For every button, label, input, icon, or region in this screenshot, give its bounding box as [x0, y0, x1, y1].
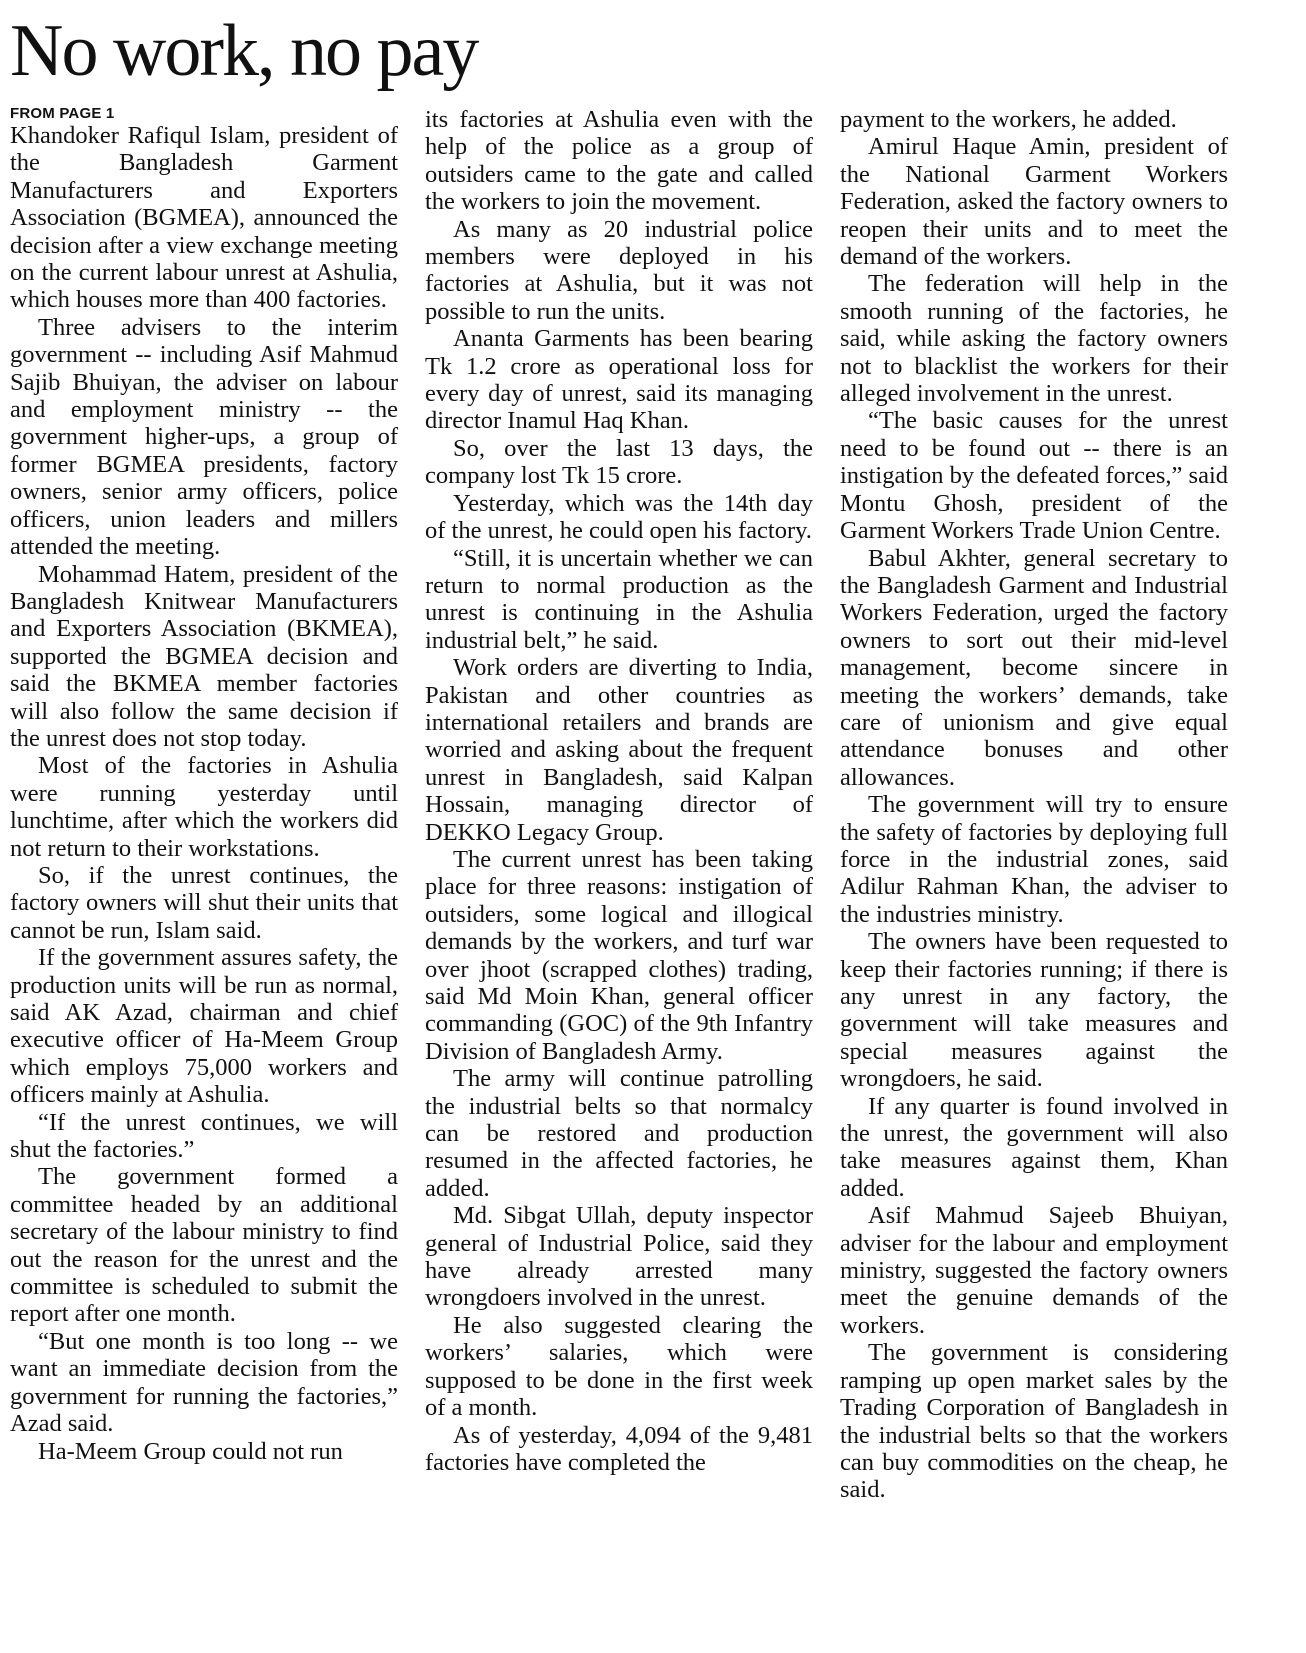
article-paragraph: The government formed a committee headed by an additional secretary of the labour ministry to find out the reason for the unrest and the committee is scheduled to submit the report after one month.	[10, 1163, 398, 1328]
article-paragraph: its factories at Ashulia even with the help of the police as a group of outsiders came to the gate and called the workers to join the movement.	[425, 106, 813, 216]
article-paragraph: Khandoker Rafiqul Islam, president of the Bangladesh Garment Manufacturers and Exporters Association (BGMEA), announced the decision after a view exchange meeting on the current labour unrest at Ashulia, which houses more than 400 factories.	[10, 122, 398, 314]
article-paragraph: “The basic causes for the unrest need to be found out -- there is an instigation by the defeated forces,” said Montu Ghosh, president of the Garment Workers Trade Union Centre.	[840, 407, 1228, 545]
article-paragraph: The army will continue patrolling the industrial belts so that normalcy can be restored and production resumed in the affected factories, he added.	[425, 1065, 813, 1202]
article-paragraph: Babul Akhter, general secretary to the Bangladesh Garment and Industrial Workers Federation, urged the factory owners to sort out their mid-level management, become sincere in meeting the workers’ demands, take care of unionism and give equal attendance bonuses and other allowances.	[840, 544, 1228, 791]
article-paragraph: So, if the unrest continues, the factory owners will shut their units that cannot be run, Islam said.	[10, 861, 398, 944]
article-paragraph: Asif Mahmud Sajeeb Bhuiyan, adviser for the labour and employment ministry, suggested the factory owners meet the genuine demands of the workers.	[840, 1202, 1228, 1339]
article-paragraph: “If the unrest continues, we will shut the factories.”	[10, 1108, 398, 1164]
article-column-1	[10, 106, 398, 1646]
article-paragraph: If the government assures safety, the production units will be run as normal, said AK Azad, chairman and chief executive officer of Ha-Meem Group which employs 75,000 workers and officers mainly at Ashulia.	[10, 944, 398, 1109]
article-paragraph: So, over the last 13 days, the company lost Tk 15 crore.	[425, 434, 813, 490]
article-paragraph: Work orders are diverting to India, Pakistan and other countries as international retailers and brands are worried and asking about the frequent unrest in Bangladesh, said Kalpan Hossain, managing director of DEKKO Legacy Group.	[425, 654, 813, 846]
article-paragraph: Md. Sibgat Ullah, deputy inspector general of Industrial Police, said they have already arrested many wrongdoers involved in the unrest.	[425, 1202, 813, 1312]
article-paragraph: Ha-Meem Group could not run	[38, 1437, 343, 1465]
article-paragraph: The government is considering ramping up open market sales by the Trading Corporation of Bangladesh in the industrial belts so that the workers can buy commodities on the cheap, he said.	[840, 1339, 1228, 1504]
article-paragraph: As of yesterday, 4,094 of the 9,481 factories have completed the	[425, 1421, 813, 1476]
article-paragraph: He also suggested clearing the workers’ salaries, which were supposed to be done in the first week of a month.	[425, 1311, 813, 1422]
article-paragraph: “Still, it is uncertain whether we can return to normal production as the unrest is continuing in the Ashulia industrial belt,” he said.	[425, 544, 813, 654]
article-paragraph: The owners have been requested to keep their factories running; if there is any unrest in any factory, the government will take measures and special measures against the wrongdoers, he said.	[840, 928, 1228, 1093]
article-column-3	[840, 106, 1228, 1646]
article-paragraph: payment to the workers, he added.	[840, 106, 1177, 133]
article-paragraph: Three advisers to the interim government -- including Asif Mahmud Sajib Bhuiyan, the adviser on labour and employment ministry -- the government higher-ups, a group of former BGMEA presidents, factory owners, senior army officers, police officers, union leaders and millers attended the meeting.	[10, 313, 398, 561]
article-paragraph: The federation will help in the smooth running of the factories, he said, while asking the factory owners not to blacklist the workers for their alleged involvement in the unrest.	[840, 270, 1228, 408]
article-paragraph: The government will try to ensure the safety of factories by deploying full force in the industrial zones, said Adilur Rahman Khan, the adviser to the industries ministry.	[840, 791, 1228, 928]
article-paragraph: “But one month is too long -- we want an immediate decision from the government for running the factories,” Azad said.	[10, 1327, 398, 1438]
article-paragraph: Amirul Haque Amin, president of the National Garment Workers Federation, asked the factory owners to reopen their units and to meet the demand of the workers.	[840, 133, 1228, 271]
continuation-kicker: FROM PAGE 1	[10, 106, 115, 122]
article-paragraph: The current unrest has been taking place for three reasons: instigation of outsiders, some logical and illogical demands by the workers, and turf war over jhoot (scrapped clothes) trading, said Md Moin Khan, general officer commanding (GOC) of the 9th Infantry Division of Bangladesh Army.	[425, 845, 813, 1065]
article-paragraph: As many as 20 industrial police members were deployed in his factories at Ashulia, but it was not possible to run the units.	[425, 215, 813, 325]
article-paragraph: Ananta Garments has been bearing Tk 1.2 crore as operational loss for every day of unrest, said its managing director Inamul Haq Khan.	[425, 325, 813, 435]
article-paragraph: If any quarter is found involved in the unrest, the government will also take measures against them, Khan added.	[840, 1092, 1228, 1202]
headline: No work, no pay	[10, 10, 478, 92]
article-column-2	[425, 106, 813, 1646]
article-paragraph: Most of the factories in Ashulia were running yesterday until lunchtime, after which the workers did not return to their workstations.	[10, 752, 398, 862]
article-paragraph: Mohammad Hatem, president of the Bangladesh Knitwear Manufacturers and Exporters Association (BKMEA), supported the BGMEA decision and said the BKMEA member factories will also follow the same decision if the unrest does not stop today.	[10, 560, 398, 752]
article-paragraph: Yesterday, which was the 14th day of the unrest, he could open his factory.	[425, 489, 813, 545]
